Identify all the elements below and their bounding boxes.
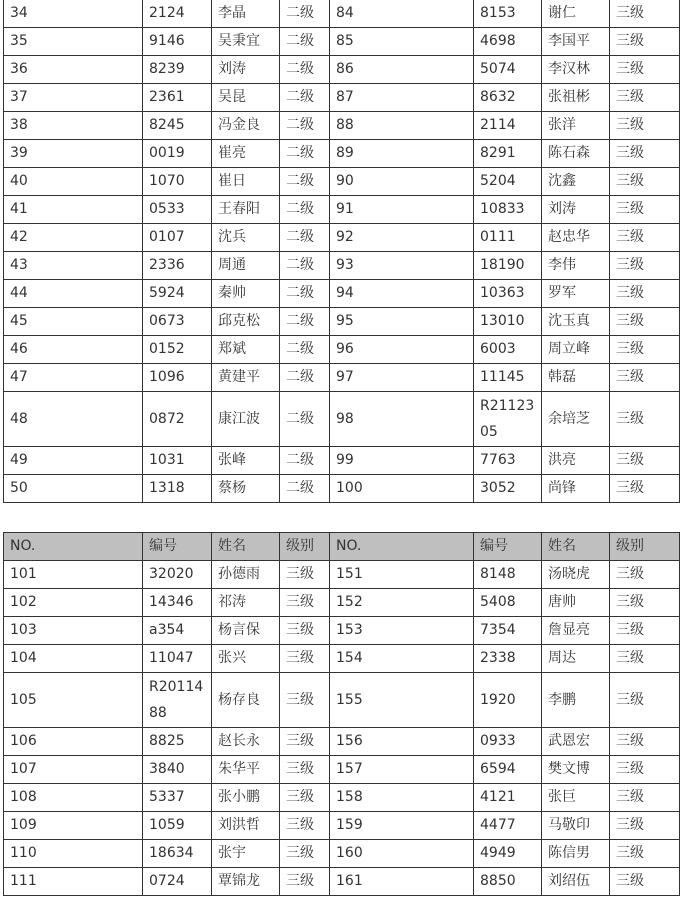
table-cell: 109 (4, 812, 143, 840)
table-cell: 152 (330, 589, 474, 617)
table-row (4, 673, 680, 728)
table-cell: 二级 (280, 168, 330, 196)
header-cell: NO. (330, 533, 474, 561)
table-cell: 3840 (143, 756, 212, 784)
table-cell: 杨言保 (212, 617, 280, 645)
table-cell: 三级 (280, 756, 330, 784)
table-cell: 1059 (143, 812, 212, 840)
table-cell: 96 (330, 336, 474, 364)
table-cell: 三级 (610, 56, 680, 84)
table-cell: 154 (330, 645, 474, 673)
table-row (4, 475, 680, 503)
table-cell: 吴秉宜 (212, 28, 280, 56)
table-cell: 106 (4, 728, 143, 756)
table-cell: 0111 (474, 224, 542, 252)
table-cell: 二级 (280, 475, 330, 503)
table-cell: 二级 (280, 336, 330, 364)
table-cell: 105 (4, 673, 143, 728)
table-cell: 周立峰 (542, 336, 610, 364)
table-cell: 邱克松 (212, 308, 280, 336)
table-cell: 三级 (610, 756, 680, 784)
table-cell: 161 (330, 868, 474, 896)
table-cell: 二级 (280, 252, 330, 280)
table-cell: 李汉林 (542, 56, 610, 84)
table-cell: 三级 (610, 868, 680, 896)
table-row (4, 756, 680, 784)
table-cell: 93 (330, 252, 474, 280)
table-cell: 8291 (474, 140, 542, 168)
table-cell: 18634 (143, 840, 212, 868)
table-cell: 二级 (280, 0, 330, 28)
table-cell: 陈石森 (542, 140, 610, 168)
table-cell: 三级 (610, 784, 680, 812)
table-cell: 0933 (474, 728, 542, 756)
table-cell: 三级 (610, 728, 680, 756)
table-row (4, 840, 680, 868)
table-cell: 8245 (143, 112, 212, 140)
table-cell: 1031 (143, 447, 212, 475)
table-cell: 85 (330, 28, 474, 56)
table-cell: R2112305 (474, 392, 542, 447)
table-cell: 赵忠华 (542, 224, 610, 252)
table-cell: 三级 (610, 589, 680, 617)
table-cell: 蔡杨 (212, 475, 280, 503)
table-cell: 三级 (610, 140, 680, 168)
table-row (4, 56, 680, 84)
table-cell: 7763 (474, 447, 542, 475)
table-cell: 洪亮 (542, 447, 610, 475)
table-cell: 沈兵 (212, 224, 280, 252)
table-cell: 张兴 (212, 645, 280, 673)
table-cell: 103 (4, 617, 143, 645)
table-cell: 张峰 (212, 447, 280, 475)
table-cell: 87 (330, 84, 474, 112)
table-cell: 张宇 (212, 840, 280, 868)
table-cell: 110 (4, 840, 143, 868)
table-cell: 三级 (280, 589, 330, 617)
table-row (4, 561, 680, 589)
table-cell: 三级 (280, 812, 330, 840)
table-cell: 151 (330, 561, 474, 589)
table-cell: R2011488 (143, 673, 212, 728)
table-cell: 三级 (280, 728, 330, 756)
table-row (4, 196, 680, 224)
table-cell: 0533 (143, 196, 212, 224)
table-cell: 詹显亮 (542, 617, 610, 645)
table-cell: 2361 (143, 84, 212, 112)
table-cell: 吴昆 (212, 84, 280, 112)
table-cell: 三级 (610, 28, 680, 56)
table-cell: 6594 (474, 756, 542, 784)
table-cell: 99 (330, 447, 474, 475)
table-cell: 5204 (474, 168, 542, 196)
table-cell: 88 (330, 112, 474, 140)
table-cell: 1096 (143, 364, 212, 392)
table-cell: 1070 (143, 168, 212, 196)
table-cell: 二级 (280, 224, 330, 252)
table-cell: 三级 (610, 392, 680, 447)
table-cell: 马敬印 (542, 812, 610, 840)
table-cell: 14346 (143, 589, 212, 617)
table-row (4, 280, 680, 308)
table-row (4, 168, 680, 196)
table-cell: 104 (4, 645, 143, 673)
table-row (4, 868, 680, 896)
table-cell: 2336 (143, 252, 212, 280)
table-row (4, 224, 680, 252)
table-cell: 37 (4, 84, 143, 112)
table-row (4, 112, 680, 140)
table-cell: 102 (4, 589, 143, 617)
table-cell: 三级 (280, 868, 330, 896)
table-cell: 32020 (143, 561, 212, 589)
table-row (4, 589, 680, 617)
table-cell: 0673 (143, 308, 212, 336)
table-cell: 李晶 (212, 0, 280, 28)
table-cell: 三级 (610, 812, 680, 840)
table-cell: 4698 (474, 28, 542, 56)
table-cell: 11145 (474, 364, 542, 392)
table-row (4, 812, 680, 840)
table-cell: 张小鹏 (212, 784, 280, 812)
table-cell: 40 (4, 168, 143, 196)
table-cell: 三级 (280, 784, 330, 812)
header-cell: 编号 (474, 533, 542, 561)
table-cell: 刘涛 (542, 196, 610, 224)
table-cell: 11047 (143, 645, 212, 673)
table-cell: 三级 (610, 336, 680, 364)
table-cell: 108 (4, 784, 143, 812)
table-cell: 35 (4, 28, 143, 56)
table-cell: 4121 (474, 784, 542, 812)
table-cell: 4477 (474, 812, 542, 840)
table-row (4, 84, 680, 112)
table-cell: 46 (4, 336, 143, 364)
table-cell: 陈信男 (542, 840, 610, 868)
table-cell: 0872 (143, 392, 212, 447)
table-cell: 沈玉真 (542, 308, 610, 336)
table-cell: 二级 (280, 447, 330, 475)
table-cell: 刘绍伍 (542, 868, 610, 896)
table-cell: 三级 (280, 673, 330, 728)
table-cell: 汤晓虎 (542, 561, 610, 589)
table-cell: 李伟 (542, 252, 610, 280)
table-cell: 三级 (610, 196, 680, 224)
table-cell: 冯金良 (212, 112, 280, 140)
table-cell: 95 (330, 308, 474, 336)
table-row (4, 784, 680, 812)
table-cell: 45 (4, 308, 143, 336)
table-cell: 樊文博 (542, 756, 610, 784)
table-cell: 43 (4, 252, 143, 280)
table-cell: 康江波 (212, 392, 280, 447)
table-cell: 160 (330, 840, 474, 868)
table-cell: 156 (330, 728, 474, 756)
table-header-row (4, 533, 680, 561)
table-cell: 二级 (280, 84, 330, 112)
table-cell: 朱华平 (212, 756, 280, 784)
table-cell: 唐帅 (542, 589, 610, 617)
table-cell: 2124 (143, 0, 212, 28)
table-cell: 8632 (474, 84, 542, 112)
table-cell: 1318 (143, 475, 212, 503)
table-cell: 49 (4, 447, 143, 475)
table-cell: 8148 (474, 561, 542, 589)
table-cell: 6003 (474, 336, 542, 364)
table-cell: 三级 (610, 224, 680, 252)
table-cell: 5924 (143, 280, 212, 308)
table-row (4, 28, 680, 56)
table-cell: 155 (330, 673, 474, 728)
header-cell: 编号 (143, 533, 212, 561)
table-cell: 三级 (610, 673, 680, 728)
table-cell: 二级 (280, 56, 330, 84)
table-cell: 三级 (610, 252, 680, 280)
table-cell: 157 (330, 756, 474, 784)
table-cell: 三级 (610, 645, 680, 673)
table-cell: 郑斌 (212, 336, 280, 364)
table-cell: 李鹏 (542, 673, 610, 728)
table-cell: 三级 (610, 617, 680, 645)
table-cell: 39 (4, 140, 143, 168)
table-cell: 4949 (474, 840, 542, 868)
table-cell: 97 (330, 364, 474, 392)
table-cell: 三级 (610, 168, 680, 196)
table-cell: 沈鑫 (542, 168, 610, 196)
table-cell: 韩磊 (542, 364, 610, 392)
table-cell: 111 (4, 868, 143, 896)
table-row (4, 645, 680, 673)
table-cell: 8239 (143, 56, 212, 84)
table-cell: 2114 (474, 112, 542, 140)
table-cell: 覃锦龙 (212, 868, 280, 896)
roster-table-1 (3, 0, 680, 503)
table-cell: 153 (330, 617, 474, 645)
table-cell: 余培芝 (542, 392, 610, 447)
header-cell: 姓名 (542, 533, 610, 561)
table-cell: 二级 (280, 28, 330, 56)
table-cell: 罗军 (542, 280, 610, 308)
table-row (4, 140, 680, 168)
table-cell: 二级 (280, 196, 330, 224)
table-cell: 47 (4, 364, 143, 392)
table-cell: 94 (330, 280, 474, 308)
table-cell: 刘涛 (212, 56, 280, 84)
table-cell: 13010 (474, 308, 542, 336)
table-cell: 三级 (610, 112, 680, 140)
table-row (4, 447, 680, 475)
table-cell: 三级 (280, 561, 330, 589)
table-cell: 7354 (474, 617, 542, 645)
table-cell: 二级 (280, 364, 330, 392)
table-cell: 崔亮 (212, 140, 280, 168)
table-cell: a354 (143, 617, 212, 645)
table-cell: 42 (4, 224, 143, 252)
table-cell: 谢仁 (542, 0, 610, 28)
table-cell: 89 (330, 140, 474, 168)
table-cell: 158 (330, 784, 474, 812)
header-cell: NO. (4, 533, 143, 561)
table-cell: 0724 (143, 868, 212, 896)
table-cell: 三级 (610, 447, 680, 475)
table-cell: 50 (4, 475, 143, 503)
table-cell: 44 (4, 280, 143, 308)
table-cell: 崔日 (212, 168, 280, 196)
table-row (4, 336, 680, 364)
table-row (4, 364, 680, 392)
table-cell: 三级 (610, 308, 680, 336)
table-cell: 90 (330, 168, 474, 196)
table-row (4, 308, 680, 336)
table-cell: 周通 (212, 252, 280, 280)
table-cell: 三级 (610, 0, 680, 28)
table-cell: 36 (4, 56, 143, 84)
table-cell: 0019 (143, 140, 212, 168)
table-cell: 三级 (280, 645, 330, 673)
table-cell: 黄建平 (212, 364, 280, 392)
roster-table-2 (3, 532, 680, 896)
table-row (4, 0, 680, 28)
table-cell: 48 (4, 392, 143, 447)
table-cell: 三级 (610, 84, 680, 112)
table-cell: 41 (4, 196, 143, 224)
table-cell: 赵长永 (212, 728, 280, 756)
table-cell: 8825 (143, 728, 212, 756)
table-row (4, 252, 680, 280)
table-cell: 107 (4, 756, 143, 784)
table-cell: 34 (4, 0, 143, 28)
table-cell: 2338 (474, 645, 542, 673)
table-cell: 孙德雨 (212, 561, 280, 589)
table-cell: 三级 (280, 617, 330, 645)
table-cell: 三级 (610, 561, 680, 589)
table-cell: 张洋 (542, 112, 610, 140)
table-cell: 3052 (474, 475, 542, 503)
table-cell: 5408 (474, 589, 542, 617)
table-cell: 三级 (280, 840, 330, 868)
table-cell: 二级 (280, 308, 330, 336)
table-cell: 8850 (474, 868, 542, 896)
table-cell: 二级 (280, 140, 330, 168)
table-cell: 100 (330, 475, 474, 503)
table-cell: 周达 (542, 645, 610, 673)
table-cell: 二级 (280, 280, 330, 308)
table-row (4, 392, 680, 447)
table-cell: 三级 (610, 280, 680, 308)
table-cell: 8153 (474, 0, 542, 28)
table-cell: 三级 (610, 840, 680, 868)
table-row (4, 728, 680, 756)
table-cell: 二级 (280, 392, 330, 447)
table-cell: 9146 (143, 28, 212, 56)
table-cell: 武恩宏 (542, 728, 610, 756)
table-cell: 101 (4, 561, 143, 589)
table-cell: 159 (330, 812, 474, 840)
table-cell: 秦帅 (212, 280, 280, 308)
table-cell: 38 (4, 112, 143, 140)
table-cell: 5074 (474, 56, 542, 84)
header-cell: 姓名 (212, 533, 280, 561)
table-cell: 王春阳 (212, 196, 280, 224)
table-cell: 91 (330, 196, 474, 224)
table-cell: 10833 (474, 196, 542, 224)
table-cell: 98 (330, 392, 474, 447)
table-cell: 86 (330, 56, 474, 84)
table-cell: 92 (330, 224, 474, 252)
table-cell: 1920 (474, 673, 542, 728)
table-cell: 0152 (143, 336, 212, 364)
table-cell: 5337 (143, 784, 212, 812)
table-cell: 三级 (610, 364, 680, 392)
table-row (4, 617, 680, 645)
table-cell: 二级 (280, 112, 330, 140)
table-cell: 84 (330, 0, 474, 28)
table-cell: 李国平 (542, 28, 610, 56)
table-cell: 0107 (143, 224, 212, 252)
table-cell: 杨存良 (212, 673, 280, 728)
table-cell: 刘洪哲 (212, 812, 280, 840)
header-cell: 级别 (610, 533, 680, 561)
table-cell: 10363 (474, 280, 542, 308)
header-cell: 级别 (280, 533, 330, 561)
table-cell: 张祖彬 (542, 84, 610, 112)
table-cell: 祁涛 (212, 589, 280, 617)
table-cell: 三级 (610, 475, 680, 503)
table-cell: 18190 (474, 252, 542, 280)
table-cell: 尚锋 (542, 475, 610, 503)
table-cell: 张巨 (542, 784, 610, 812)
